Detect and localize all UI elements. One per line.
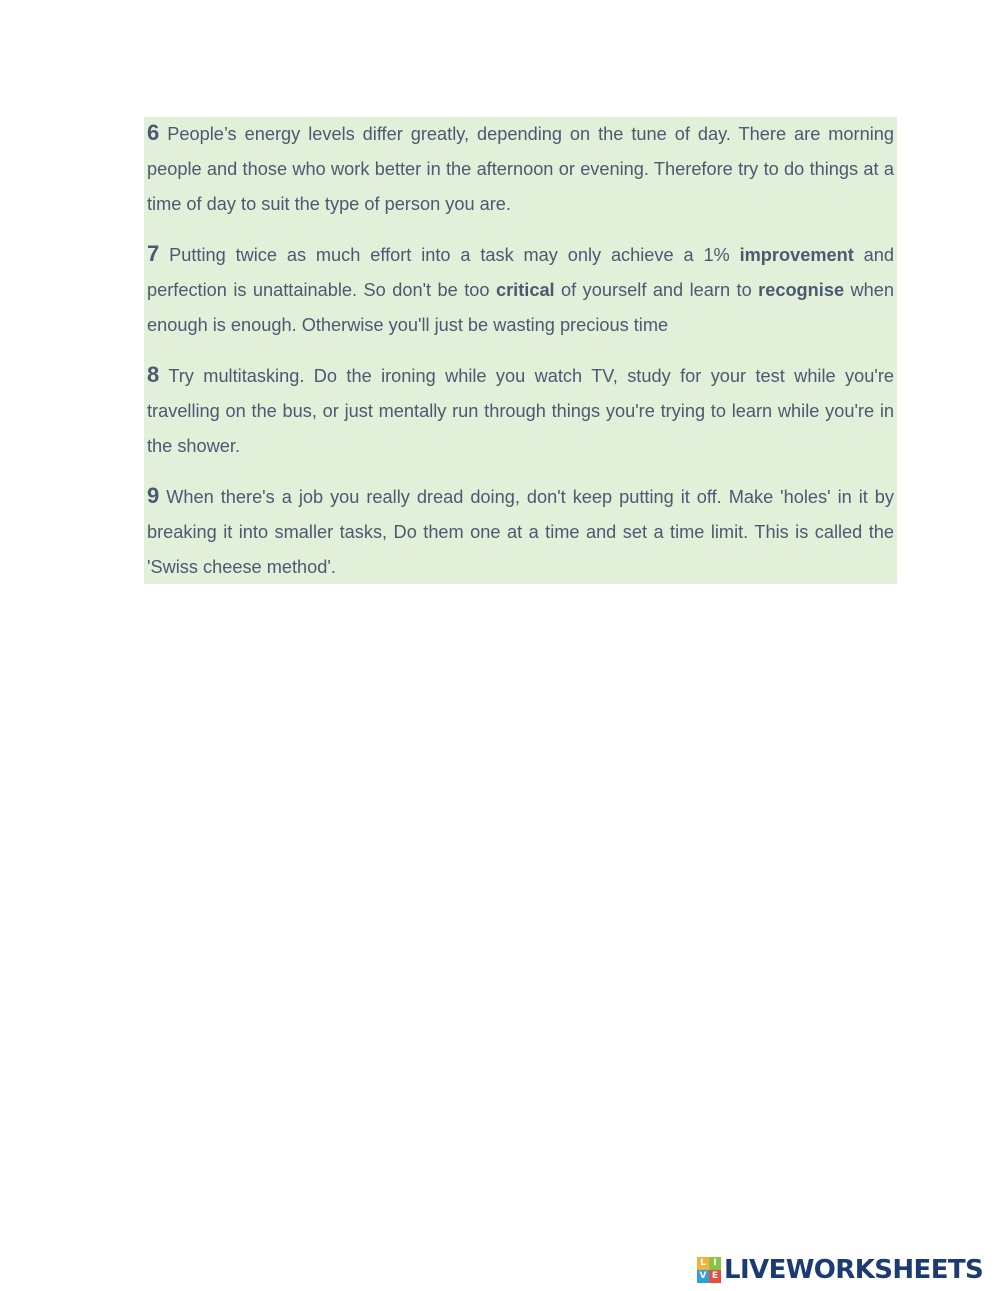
tip-number: 9 <box>147 483 160 508</box>
tip-number: 7 <box>147 241 160 266</box>
keyword-recognise: recognise <box>758 280 845 300</box>
tip-text: People’s energy levels differ greatly, depending on the tune of day. There are morning people and those who work better in the afternoon or evening. Therefore try to do things at a time of day to suit the type of person you are. <box>147 124 894 214</box>
tips-box <box>144 117 897 584</box>
tip-number: 8 <box>147 362 160 387</box>
logo-letter-e: E <box>709 1270 721 1283</box>
logo-letter-i: I <box>709 1257 721 1270</box>
tip-text: When there's a job you really dread doing, don't keep putting it off. Make 'holes' in it by breaking it into smaller tasks, Do them one at a time and set a time limit. This is called the 'Swiss cheese method'. <box>147 487 894 577</box>
tip-6 <box>147 115 894 222</box>
tip-number: 6 <box>147 120 160 145</box>
logo-letter-l: L <box>697 1257 709 1270</box>
logo-letter-v: V <box>697 1270 709 1283</box>
liveworksheets-logo-icon <box>697 1257 721 1283</box>
keyword-improvement: improvement <box>739 245 854 265</box>
tip-text: and perfection is unattainable. So don't be too <box>147 245 894 300</box>
liveworksheets-brand <box>697 1254 983 1286</box>
tip-text: of yourself and learn to <box>554 280 759 300</box>
tip-text: when enough is enough. Otherwise you'll just be wasting precious time <box>147 280 894 335</box>
tip-text: Try multitasking. Do the ironing while you watch TV, study for your test while you're travelling on the bus, or just mentally run through things you're trying to learn while you're in the shower. <box>147 366 894 456</box>
brand-name: LIVEWORKSHEETS <box>724 1255 984 1285</box>
tip-9 <box>147 478 894 585</box>
tip-text: Putting twice as much effort into a task may only achieve a 1% <box>159 245 740 265</box>
tip-7 <box>147 236 894 343</box>
tip-8 <box>147 357 894 464</box>
keyword-critical: critical <box>495 280 555 300</box>
